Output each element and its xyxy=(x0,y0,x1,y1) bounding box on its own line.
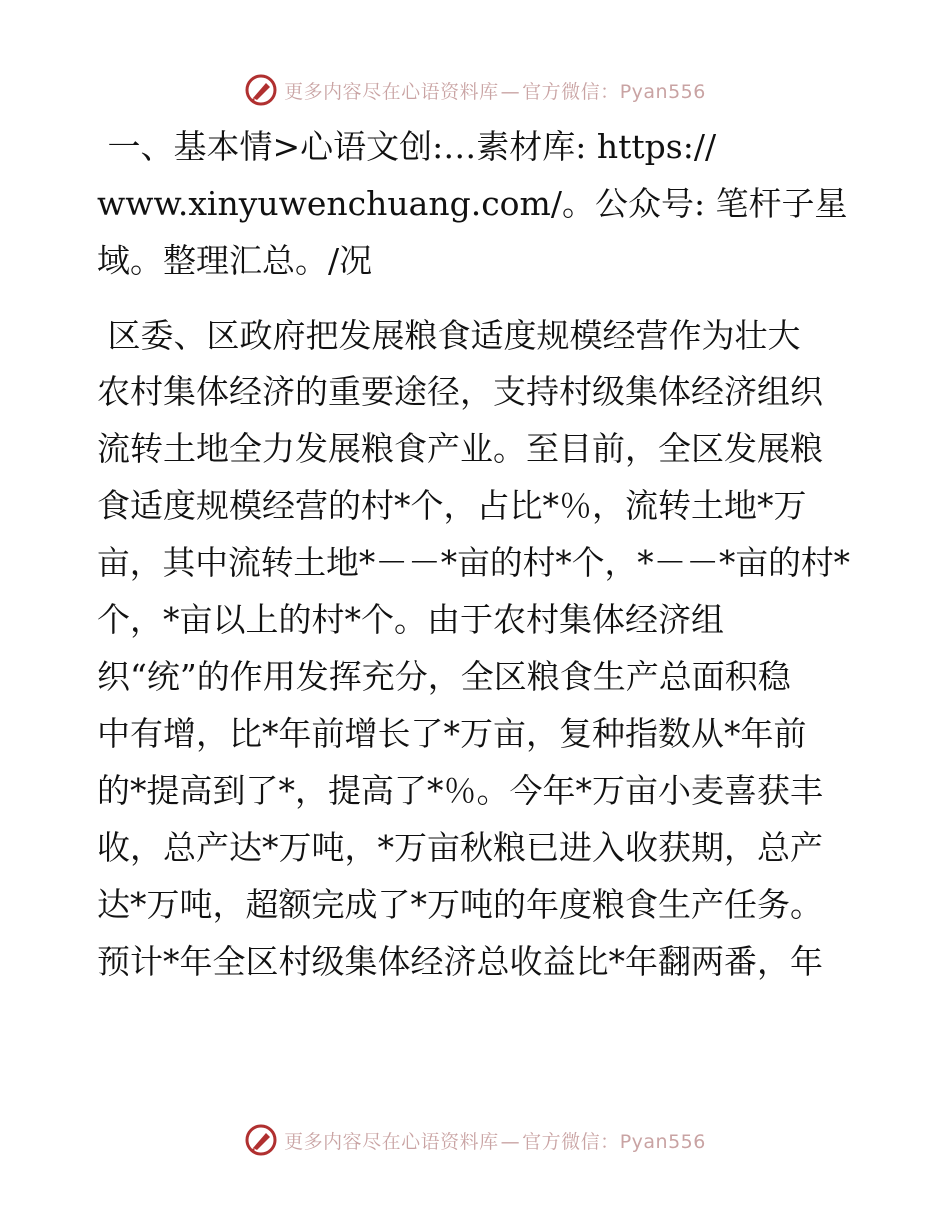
text-line: 收，总产达*万吨，*万亩秋粮已进入收获期，总产 xyxy=(97,828,823,867)
pen-logo-icon xyxy=(244,1123,278,1157)
text-line: 域。整理汇总。/况 xyxy=(97,241,373,280)
watermark-separator: — xyxy=(500,1130,521,1153)
watermark-text xyxy=(284,1127,706,1154)
text-line: 农村集体经济的重要途径，支持村级集体经济组织 xyxy=(97,372,823,411)
text-line: 中有增，比*年前增长了*万亩，复种指数从*年前 xyxy=(97,714,807,753)
text-line: 一、基本情>心语文创:…素材库: https:// xyxy=(97,127,717,166)
text-line: 流转土地全力发展粮食产业。至目前，全区发展粮 xyxy=(97,429,823,468)
watermark-wechat-label: 官方微信： xyxy=(522,1130,620,1153)
text-line: www.xinyuwenchuang.com/。公众号: 笔杆子星 xyxy=(97,184,848,223)
text-line: 亩，其中流转土地*－－*亩的村*个，*－－*亩的村* xyxy=(97,543,850,582)
watermark-wechat-label: 官方微信： xyxy=(522,80,620,103)
watermark-wechat-id: Pyan556 xyxy=(619,80,706,103)
watermark-separator: — xyxy=(500,80,521,103)
text-line: 达*万吨，超额完成了*万吨的年度粮食生产任务。 xyxy=(97,885,823,924)
watermark-text xyxy=(284,77,706,104)
text-line: 个，*亩以上的村*个。由于农村集体经济组 xyxy=(97,600,724,639)
text-line: 的*提高到了*，提高了*％。今年*万亩小麦喜获丰 xyxy=(97,771,823,810)
text-line: 织“统”的作用发挥充分，全区粮食生产总面积稳 xyxy=(97,657,791,696)
header-watermark xyxy=(0,70,950,110)
text-line: 区委、区政府把发展粮食适度规模经营作为壮大 xyxy=(97,316,801,355)
pen-logo-icon xyxy=(244,73,278,107)
text-line: 预计*年全区村级集体经济总收益比*年翻两番，年 xyxy=(97,942,823,981)
watermark-wechat-id: Pyan556 xyxy=(619,1130,706,1153)
watermark-slogan: 更多内容尽在心语资料库 xyxy=(284,1130,499,1153)
text-line: 食适度规模经营的村*个，占比*％，流转土地*万 xyxy=(97,486,807,525)
watermark-slogan: 更多内容尽在心语资料库 xyxy=(284,80,499,103)
footer-watermark xyxy=(0,1120,950,1160)
